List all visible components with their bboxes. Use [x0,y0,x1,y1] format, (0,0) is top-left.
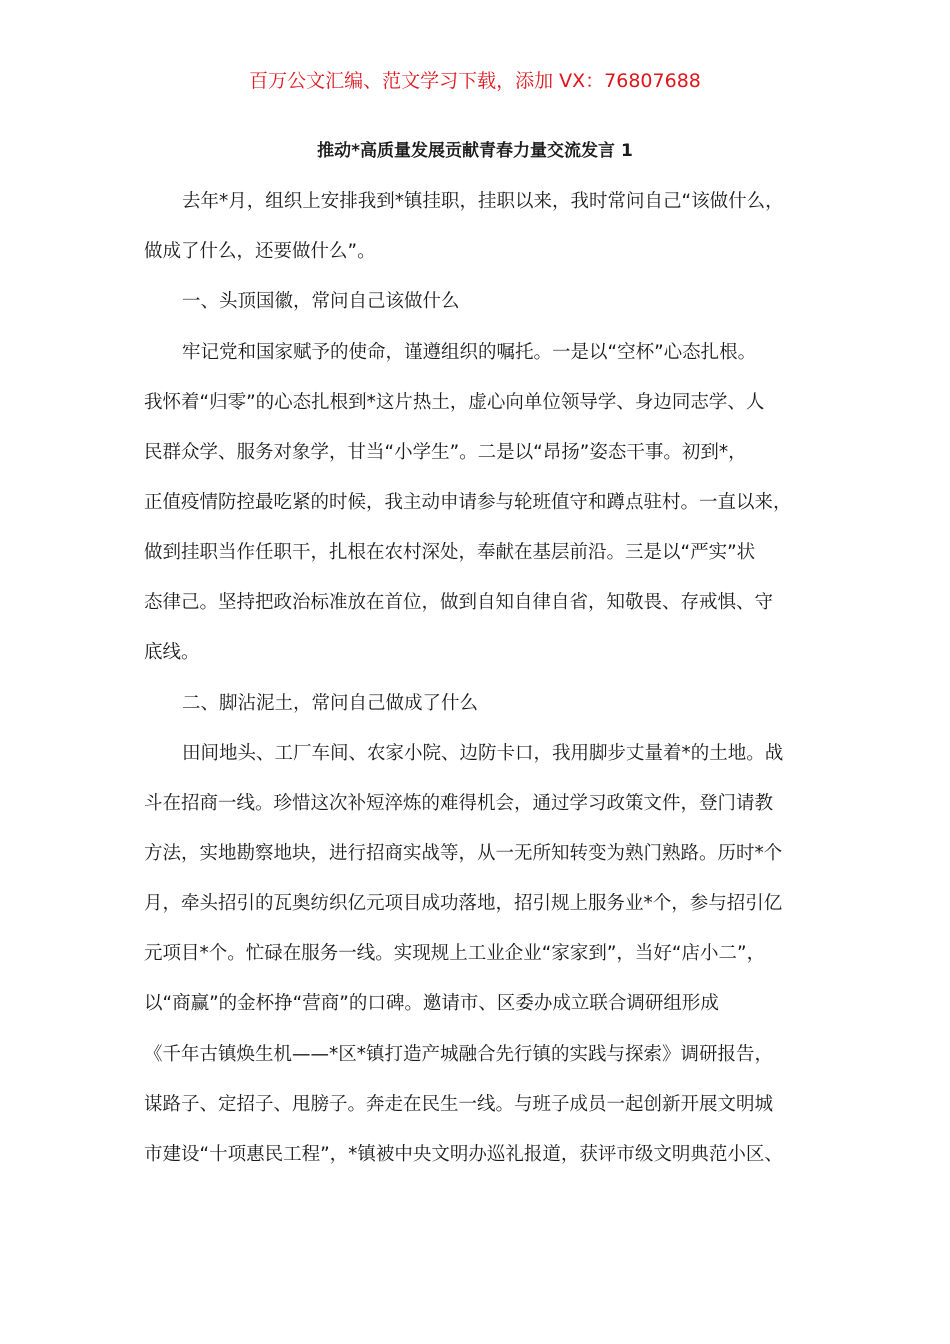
section-heading: 二、脚沾泥土，常问自己做成了什么 [182,693,479,714]
text-line: 正值疫情防控最吃紧的时候，我主动申请参与轮班值守和蹲点驻村。一直以来， [144,492,792,513]
section-heading: 一、头顶国徽，常问自己该做什么 [182,291,460,312]
text-line: 牢记党和国家赋予的使命，谨遵组织的嘱托。一是以“空杯”心态扎根。 [182,342,757,363]
text-line: 民群众学、服务对象学，甘当“小学生”。二是以“昂扬”姿态干事。初到*， [144,442,747,463]
text-line: 做到挂职当作任职干，扎根在农村深处，奉献在基层前沿。三是以“严实”状 [144,542,756,563]
text-line: 市建设“十项惠民工程”，*镇被中央文明办巡礼报道，获评市级文明典范小区、 [144,1144,783,1165]
text-line: 我怀着“归零”的心态扎根到*这片热土，虚心向单位领导学、身边同志学、人 [144,392,765,413]
text-line: 以“商赢”的金杯挣“营商”的口碑。邀请市、区委办成立联合调研组形成 [144,993,719,1014]
document-title: 推动*高质量发展贡献青春力量交流发言 1 [317,141,633,161]
text-line: 态律己。坚持把政治标准放在首位，做到自知自律自省，知敬畏、存戒惧、守 [144,592,774,613]
text-line: 斗在招商一线。珍惜这次补短淬炼的难得机会，通过学习政策文件，登门请教 [144,793,774,814]
text-line: 去年*月，组织上安排我到*镇挂职，挂职以来，我时常问自己“该做什么， [182,191,784,212]
promo-banner: 百万公文汇编、范文学习下载，添加 VX：76807688 [249,70,701,92]
text-line: 谋路子、定招子、甩膀子。奔走在民生一线。与班子成员一起创新开展文明城 [144,1094,774,1115]
text-line: 月，牵头招引的瓦奥纺织亿元项目成功落地，招引规上服务业*个，参与招引亿 [144,893,783,914]
text-line: 方法，实地勘察地块，进行招商实战等，从一无所知转变为熟门熟路。历时*个 [144,843,783,864]
text-line: 元项目*个。忙碌在服务一线。实现规上工业企业“家家到”，当好“店小二”， [144,943,766,964]
text-line: 《千年古镇焕生机——*区*镇打造产城融合先行镇的实践与探索》调研报告， [144,1044,774,1065]
text-line: 田间地头、工厂车间、农家小院、边防卡口，我用脚步丈量着*的土地。战 [182,743,784,764]
text-line: 底线。 [144,642,200,663]
text-line: 做成了什么，还要做什么”。 [144,241,376,262]
